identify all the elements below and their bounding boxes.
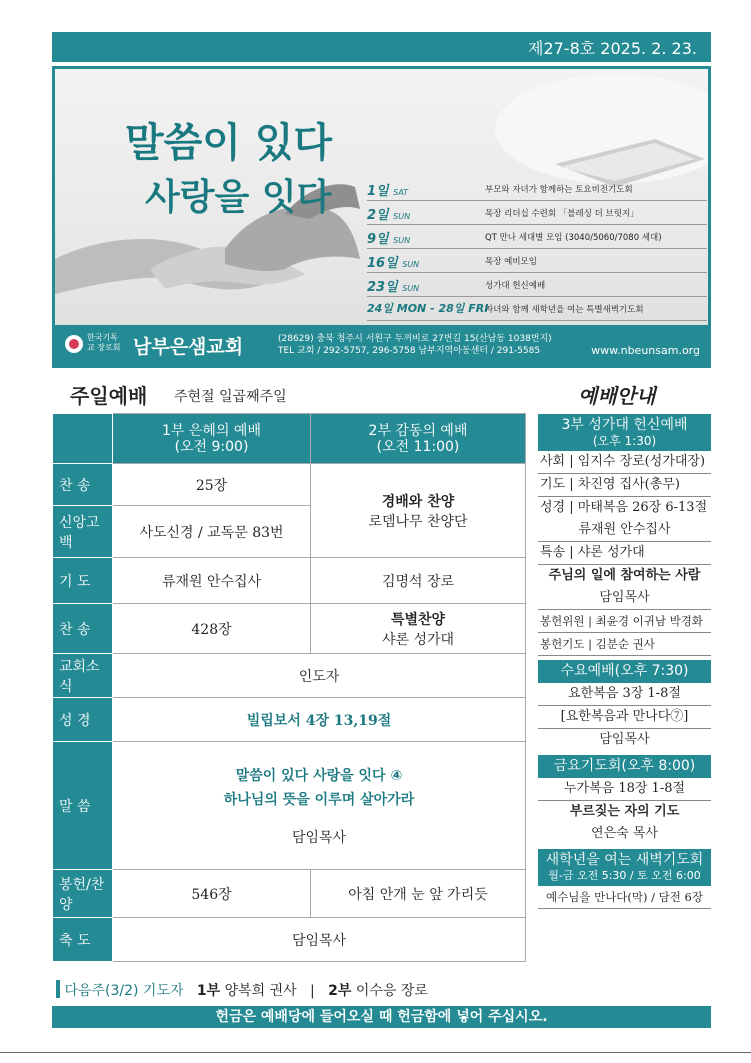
schedule-event: 목장 리더십 수련회 「블레싱 더 브릿지」: [485, 209, 639, 219]
schedule-day: 2일 SUN: [367, 208, 411, 223]
list-item: 특송 | 샤론 성가대: [538, 542, 711, 565]
table-row: [53, 870, 526, 918]
second-service-prayer: 이수응 장로: [355, 983, 428, 999]
table-row: [53, 558, 526, 604]
cell-value: 546장: [113, 870, 311, 918]
sunday-order-table: [52, 413, 526, 962]
first-service-prayer: 양복희 권사: [224, 983, 297, 999]
third-service-sermon: 주님의 일에 참여하는 사람: [548, 568, 701, 583]
table-row: [53, 918, 526, 962]
list-item: 류재원 안수집사: [538, 519, 711, 542]
schedule-day: 1일 SAT: [367, 184, 408, 199]
friday-preacher: 연은숙 목사: [591, 826, 658, 841]
schedule-item: [367, 201, 707, 225]
cell-value: 담임목사: [113, 918, 526, 962]
service1-header: 1부 은혜의 예배 (오전 9:00): [113, 414, 311, 464]
third-service-preacher: 담임목사: [538, 587, 711, 610]
wednesday-preacher: 담임목사: [599, 732, 650, 747]
cell-value: 인도자: [113, 654, 526, 698]
month-schedule: [367, 177, 707, 321]
table-row: [53, 464, 526, 506]
sermon-cell: 말씀이 있다 사랑을 잇다 ④ 하나님의 뜻을 이루며 살아가라 담임목사: [113, 742, 526, 870]
schedule-item: [367, 273, 707, 297]
row-label: 찬 송: [53, 464, 113, 506]
row-label: 신앙고백: [53, 506, 113, 558]
church-logo-icon: [65, 335, 83, 353]
table-row: [53, 698, 526, 742]
list-item: 성경 | 마태복음 26장 6-13절: [540, 500, 708, 515]
row-label: 찬 송: [53, 604, 113, 654]
offering-prayer: 봉헌기도 | 김분순 권사: [538, 633, 711, 656]
praise-cell: 경배와 찬양 로뎀나무 찬양단: [311, 464, 526, 558]
row-label: 기 도: [53, 558, 113, 604]
next-week-prayers: [60, 980, 428, 1000]
row-label: 말 씀: [53, 742, 113, 870]
cell-value: 25장: [113, 464, 311, 506]
special-cell: 특별찬양 샤론 성가대: [311, 604, 526, 654]
issue-header-bar: [52, 32, 711, 62]
schedule-item: [367, 177, 707, 201]
church-info-bar: [55, 325, 708, 365]
banner-title-line2: 사랑을 잇다: [145, 176, 332, 218]
church-address: (28629) 충북 청주시 서원구 두꺼비로 27번길 15(산남동 1038번지): [278, 334, 552, 344]
church-name: 남부은샘교회: [133, 336, 244, 358]
sunday-subtitle: 주현절 일곱째주일: [174, 389, 287, 405]
banner-title-line1: 말씀이 있다: [125, 119, 333, 166]
schedule-event: 부모와 자녀가 함께하는 토요비전기도회: [485, 185, 633, 195]
row-label: 성 경: [53, 698, 113, 742]
denomination: 한국기독교 장로회: [87, 333, 121, 352]
wednesday-series: [요한복음과 만나다⑦]: [538, 706, 711, 729]
schedule-day: 16일 SUN: [367, 256, 420, 271]
schedule-day: 24일 MON - 28일 FRI: [367, 302, 489, 315]
dawn-prayer-header: 새학년을 여는 새벽기도회 월-금 오전 5:30 / 토 오전 6:00: [538, 849, 711, 886]
church-phone: TEL 교회 / 292-5757, 296-5758 남부지역아동센터 / 291-5585: [278, 346, 541, 356]
page-divider: [0, 1052, 751, 1053]
schedule-event: 성가대 헌신예배: [485, 281, 546, 291]
sunday-worship-title: 주일예배: [70, 384, 148, 408]
monthly-banner: [52, 66, 711, 368]
friday-header: 금요기도회(오후 8:00): [538, 755, 711, 778]
friday-text: 누가복음 18장 1-8절: [538, 778, 711, 801]
wednesday-text: 요한복음 3장 1-8절: [538, 683, 711, 706]
table-row: [53, 654, 526, 698]
wednesday-header: 수요예배(오후 7:30): [538, 660, 711, 683]
schedule-event: 자녀와 함께 새학년을 여는 특별새벽기도회: [485, 305, 644, 315]
friday-sermon: 부르짖는 자의 기도: [569, 804, 680, 819]
schedule-day: 9일 SUN: [367, 232, 411, 247]
list-item: 사회 | 임지수 장로(성가대장): [538, 451, 711, 474]
row-label: 봉헌/찬양: [53, 870, 113, 918]
schedule-item: [367, 297, 707, 321]
issue-number-date: 제27-8호 2025. 2. 23.: [528, 39, 697, 58]
cell-value: 류재원 안수집사: [113, 558, 311, 604]
cell-value: 김명석 장로: [311, 558, 526, 604]
third-service-header: 3부 성가대 헌신예배 (오후 1:30): [538, 414, 711, 451]
service2-header: 2부 감동의 예배 (오전 11:00): [311, 414, 526, 464]
worship-guide-title: 예배안내: [578, 384, 656, 408]
schedule-item: [367, 249, 707, 273]
schedule-event: 목장 예비모임: [485, 257, 537, 267]
table-row: [53, 742, 526, 870]
schedule-item: [367, 225, 707, 249]
church-contact: [278, 333, 552, 357]
schedule-day: 23일 SUN: [367, 280, 420, 295]
list-item: 기도 | 차진영 집사(총무): [538, 474, 711, 497]
first-service-label: 1부: [196, 983, 221, 999]
dawn-prayer-text: 예수님을 만나다(막) / 담전 6장: [538, 886, 711, 909]
offering-notice: 헌금은 예배당에 들어오실 때 헌금함에 넣어 주십시오.: [52, 1006, 711, 1028]
cell-value: 아침 안개 눈 앞 가리듯: [311, 870, 526, 918]
cell-value: 사도신경 / 교독문 83번: [113, 506, 311, 558]
next-week-label: 다음주(3/2) 기도자: [64, 983, 184, 999]
separator: |: [310, 983, 315, 999]
row-label: 교회소식: [53, 654, 113, 698]
row-label: 축 도: [53, 918, 113, 962]
cell-value: 428장: [113, 604, 311, 654]
scripture-value: 빌립보서 4장 13,19절: [113, 698, 526, 742]
second-service-label: 2부: [328, 983, 352, 999]
offering-members: 봉헌위원 | 최윤경 이귀남 박경화: [538, 610, 711, 633]
church-website: www.nbeunsam.org: [591, 344, 700, 357]
table-row: [53, 604, 526, 654]
table-corner: [53, 414, 113, 464]
schedule-event: QT 만나 세대별 모임 (3040/5060/7080 세대): [485, 233, 662, 243]
worship-guide-panel: [538, 414, 711, 909]
